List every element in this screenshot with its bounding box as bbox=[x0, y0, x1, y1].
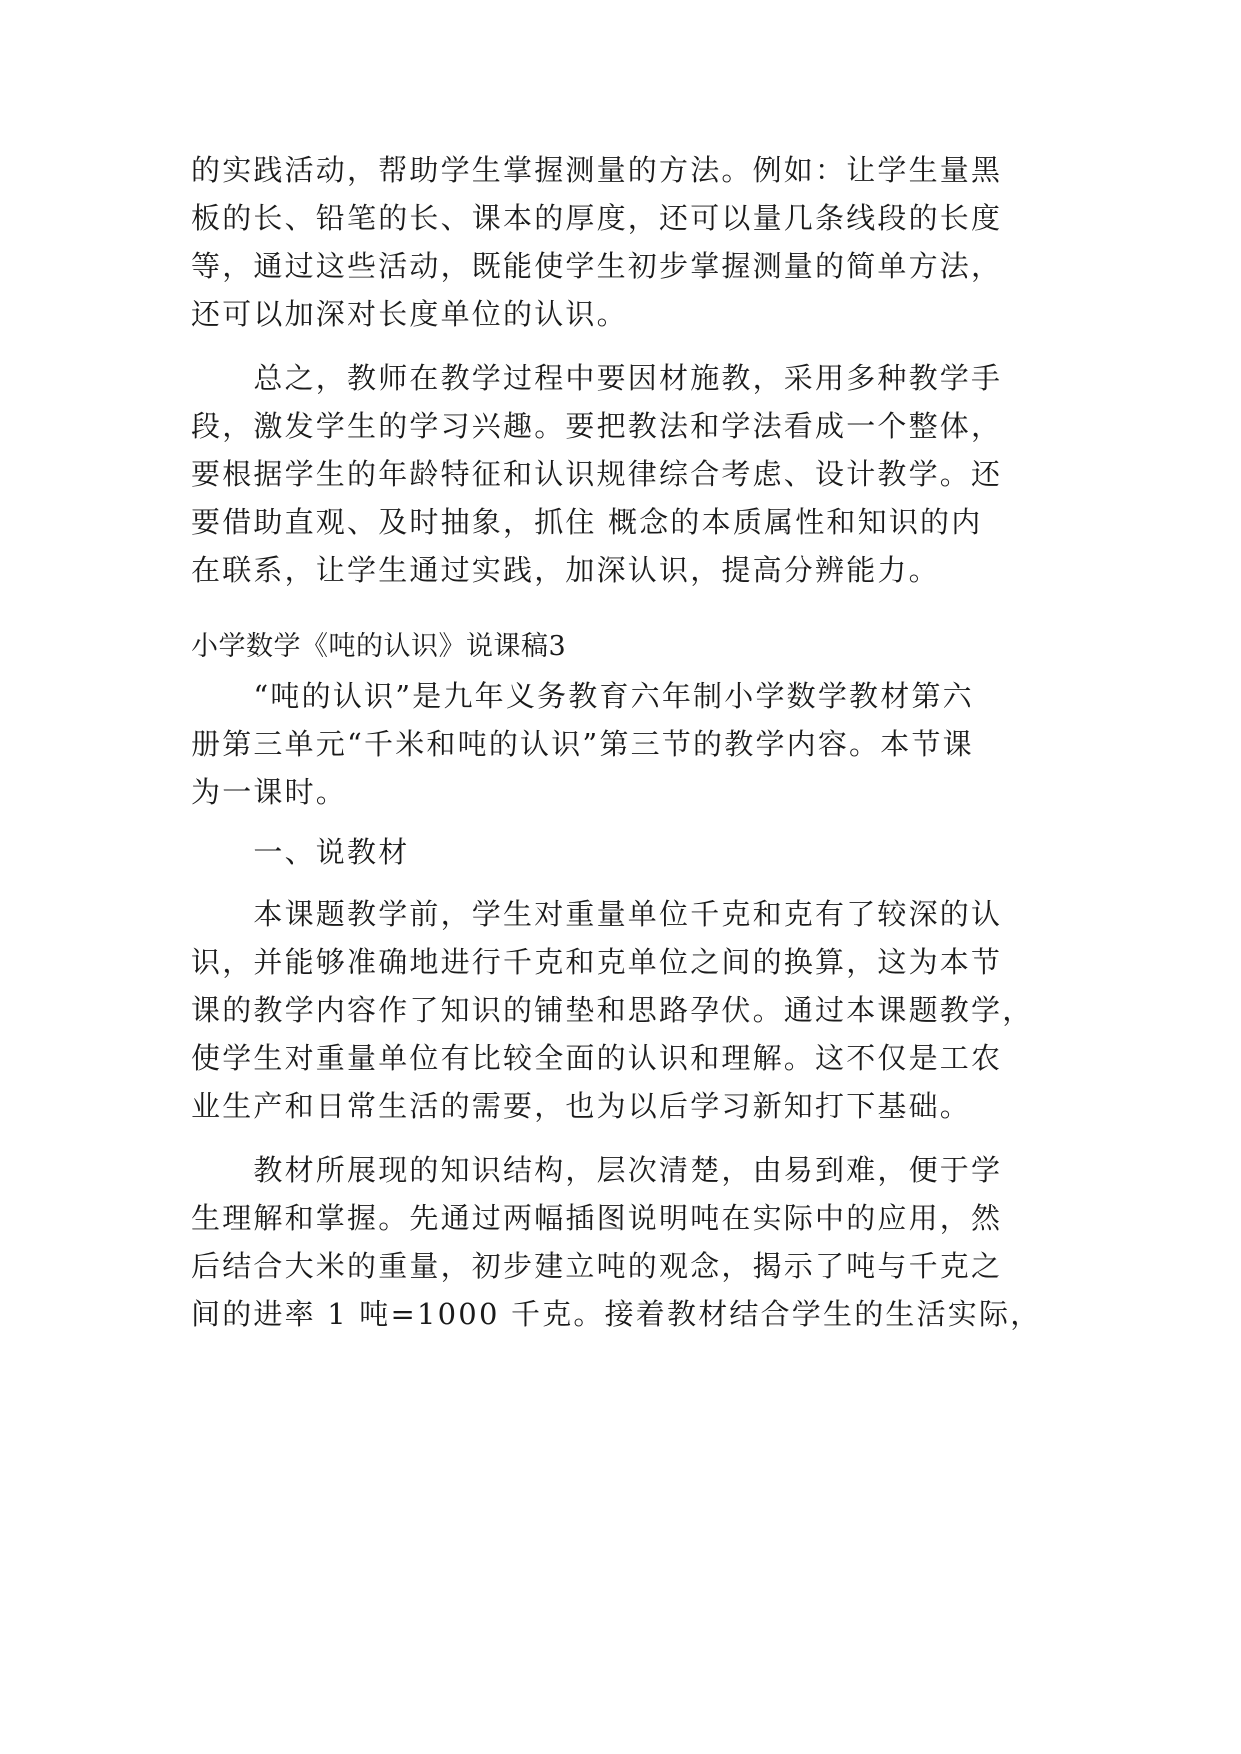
body-text-line: 段，激发学生的学习兴趣。要把教法和学法看成一个整体， bbox=[191, 409, 1003, 443]
body-text-line: 还可以加深对长度单位的认识。 bbox=[191, 297, 628, 331]
body-text-line: 在联系，让学生通过实践，加深认识，提高分辨能力。 bbox=[191, 553, 940, 587]
body-text-line: 板的长、铅笔的长、课本的厚度，还可以量几条线段的长度 bbox=[191, 201, 1003, 235]
body-text-line: 业生产和日常生活的需要，也为以后学习新知打下基础。 bbox=[191, 1089, 972, 1123]
body-text-line: 的实践活动，帮助学生掌握测量的方法。例如：让学生量黑 bbox=[191, 153, 1003, 187]
body-text-line: 要借助直观、及时抽象，抓住 概念的本质属性和知识的内 bbox=[191, 505, 983, 539]
body-text-line: 总之，教师在教学过程中要因材施教，采用多种教学手 bbox=[191, 361, 1003, 395]
body-text-line: 课的教学内容作了知识的铺垫和思路孕伏。通过本课题教学， bbox=[191, 993, 1034, 1027]
subsection-heading: 一、说教材 bbox=[191, 835, 410, 869]
body-text-line: 使学生对重量单位有比较全面的认识和理解。这不仅是工农 bbox=[191, 1041, 1003, 1075]
body-text-line: 本课题教学前，学生对重量单位千克和克有了较深的认 bbox=[191, 897, 1003, 931]
section-title: 小学数学《吨的认识》说课稿3 bbox=[191, 631, 567, 662]
body-text-line: 教材所展现的知识结构，层次清楚，由易到难，便于学 bbox=[191, 1153, 1003, 1187]
body-text-line: 册第三单元“千米和吨的认识”第三节的教学内容。本节课 bbox=[191, 727, 974, 761]
body-text-line: 要根据学生的年龄特征和认识规律综合考虑、设计教学。还 bbox=[191, 457, 1003, 491]
body-text-line: 间的进率 1 吨=1000 千克。接着教材结合学生的生活实际， bbox=[191, 1297, 1042, 1331]
body-text-line: 等，通过这些活动，既能使学生初步掌握测量的简单方法， bbox=[191, 249, 1003, 283]
body-text-line: 后结合大米的重量，初步建立吨的观念，揭示了吨与千克之 bbox=[191, 1249, 1003, 1283]
body-text-line: “吨的认识”是九年义务教育六年制小学数学教材第六 bbox=[191, 679, 974, 713]
body-text-line: 生理解和掌握。先通过两幅插图说明吨在实际中的应用，然 bbox=[191, 1201, 1003, 1235]
body-text-line: 为一课时。 bbox=[191, 775, 348, 809]
body-text-line: 识，并能够准确地进行千克和克单位之间的换算，这为本节 bbox=[191, 945, 1003, 979]
